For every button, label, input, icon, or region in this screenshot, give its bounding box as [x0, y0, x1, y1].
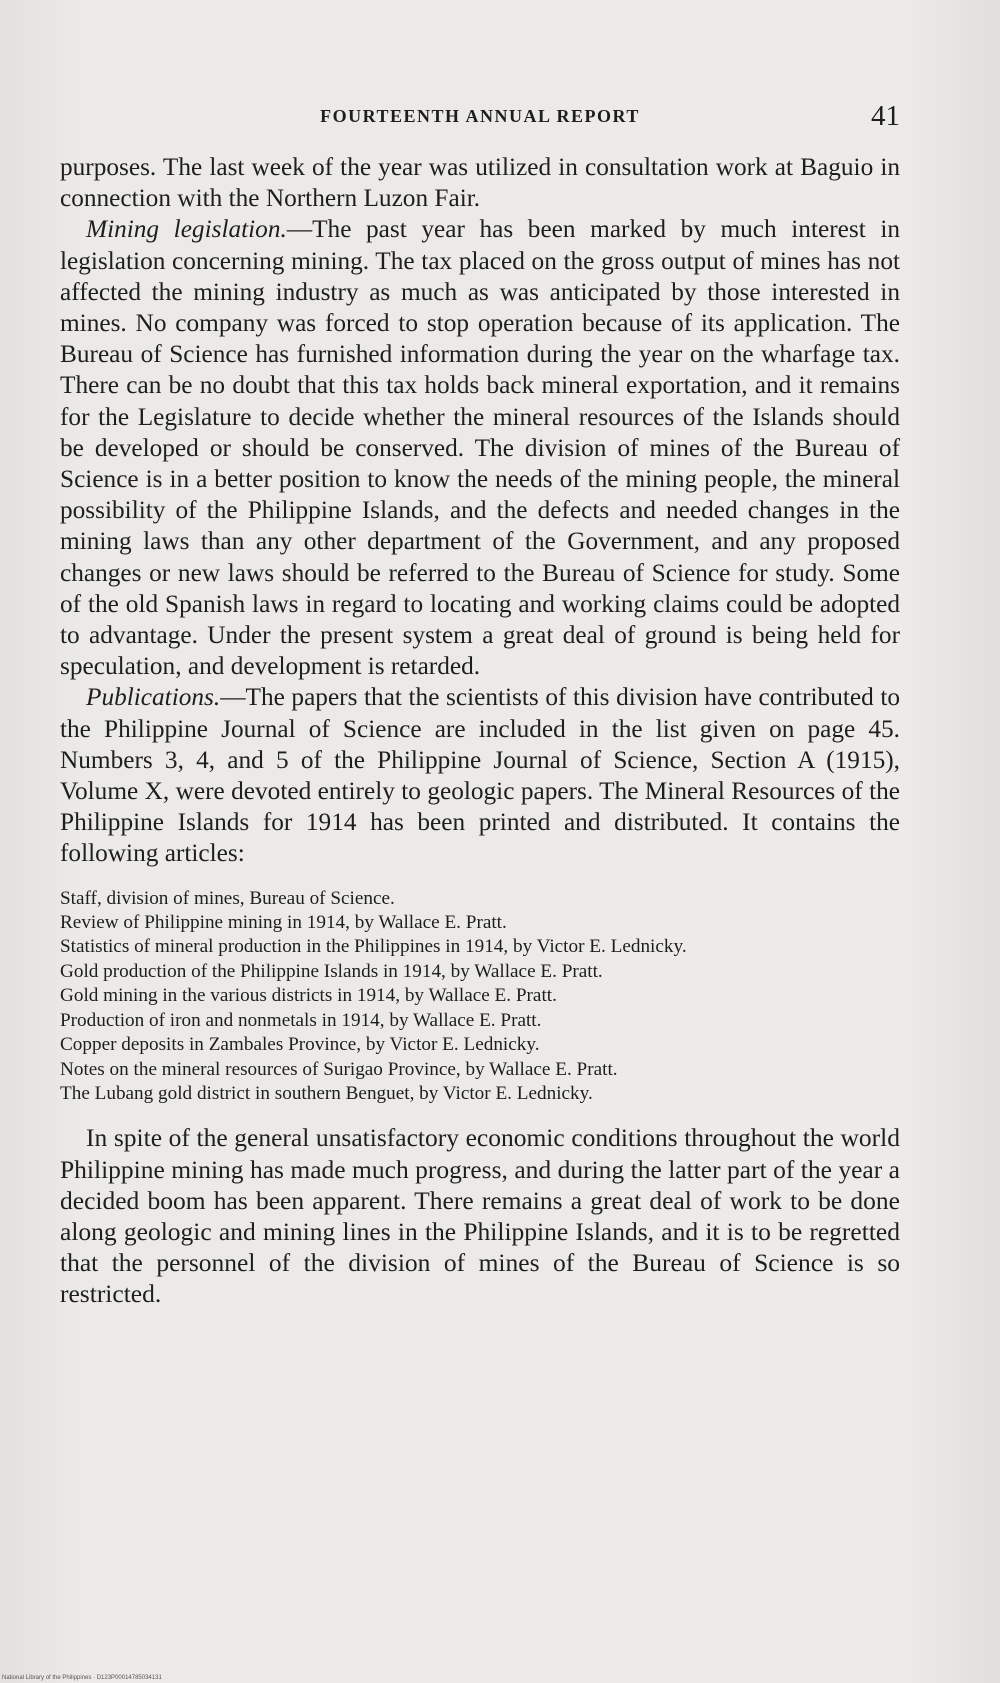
- article-list: [60, 887, 900, 1107]
- section-heading-publications: Publications.: [86, 683, 221, 712]
- list-item: The Lubang gold district in southern Benguet, by Victor E. Lednicky.: [60, 1082, 593, 1104]
- paragraph-conclusion: In spite of the general unsatisfactory economic conditions throughout the world Philippine mining has made much progress, and during the latter part of the year a decided boom has been apparent. There remains a great deal of work to be done along geologic and mining lines in the Philippine Islands, and it is to be regretted that the personnel of the division of mines of the Bureau of Science is so restricted.: [60, 1123, 900, 1309]
- paragraph-publications: [60, 682, 900, 869]
- section-heading-mining-legislation: Mining legislation.: [86, 215, 287, 244]
- paragraph-mining-legislation: [60, 214, 900, 682]
- list-item: Staff, division of mines, Bureau of Science.: [60, 887, 395, 909]
- list-item: Copper deposits in Zambales Province, by Victor E. Lednicky.: [60, 1034, 540, 1056]
- scan-footer: National Library of the Philippines · D123P00014785034131: [2, 1675, 162, 1681]
- list-item: Notes on the mineral resources of Surigao Province, by Wallace E. Pratt.: [60, 1058, 618, 1080]
- list-item: Gold production of the Philippine Islands in 1914, by Wallace E. Pratt.: [60, 960, 603, 982]
- list-item: Gold mining in the various districts in 1914, by Wallace E. Pratt.: [60, 985, 557, 1007]
- page-header: [60, 100, 900, 140]
- paragraph-text: —The past year has been marked by much interest in legislation concerning mining. The tax placed on the gross output of mines has not affected the mining industry as much as was anticipated by those interested in mines. No company was forced to stop operation because of its application. The Bureau of Science has furnished information during the year on the wharfage tax. There can be no doubt that this tax holds back mineral exportation, and it remains for the Legislature to decide whether the mineral resources of the Islands should be developed or should be conserved. The division of mines of the Bureau of Science is in a better position to know the needs of the mining people, the mineral possibility of the Philippine Islands, and the defects and needed changes in the mining laws than any other department of the Government, and any proposed changes or new laws should be referred to the Bureau of Science for study. Some of the old Spanish laws in regard to locating and working claims could be adopted to advantage. Under the present system a great deal of ground is being held for speculation, and development is retarded.: [60, 215, 900, 681]
- list-item: Statistics of mineral production in the Philippines in 1914, by Victor E. Lednicky.: [60, 936, 687, 958]
- running-head: FOURTEENTH ANNUAL REPORT: [320, 106, 640, 126]
- paragraph-continuation: purposes. The last week of the year was utilized in consultation work at Baguio in connection with the Northern Luzon Fair.: [60, 153, 900, 213]
- page-number: 41: [871, 100, 900, 132]
- list-item: Review of Philippine mining in 1914, by Wallace E. Pratt.: [60, 912, 507, 934]
- paragraph-text: —The papers that the scientists of this division have contributed to the Philippine Journal of Science are included in the list given on page 45. Numbers 3, 4, and 5 of the Philippine Journal of Science, Section A (1915), Volume X, were devoted entirely to geologic papers. The Mineral Resources of the Philippine Islands for 1914 has been printed and distributed. It contains the following articles:: [60, 683, 900, 868]
- body-text: [60, 152, 900, 1310]
- list-item: Production of iron and nonmetals in 1914, by Wallace E. Pratt.: [60, 1009, 542, 1031]
